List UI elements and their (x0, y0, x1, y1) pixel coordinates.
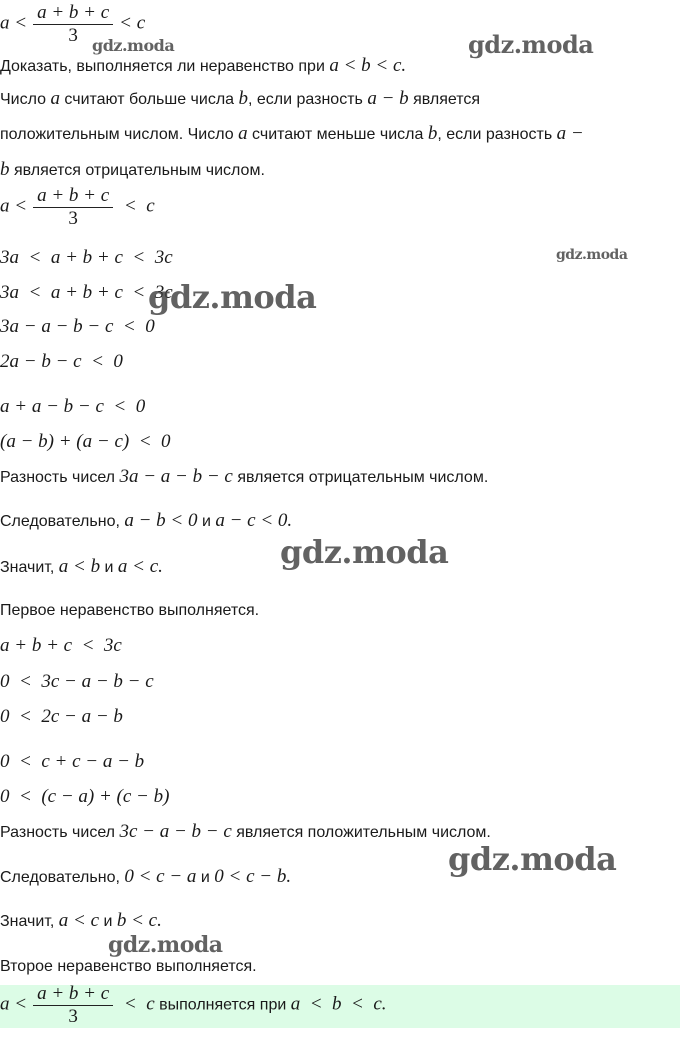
solution-line (0, 636, 122, 657)
solution-line (0, 557, 163, 578)
text-segment: положительным числом. Число (0, 126, 239, 143)
text-segment: Значит, (0, 913, 59, 930)
solution-line (0, 911, 162, 932)
math-expression: 0 < (c − a) + (c − b) (0, 786, 170, 807)
math-expression: 0 < c + c − a − b (0, 751, 145, 772)
solution-line (0, 432, 171, 453)
math-expression: a < (0, 195, 28, 217)
solution-line (0, 397, 145, 418)
solution-line (0, 707, 123, 728)
solution-line (0, 983, 387, 1028)
math-expression: a < c (58, 910, 100, 931)
text-segment: Доказать, выполняется ли неравенство при (0, 58, 330, 75)
solution-line (0, 511, 292, 532)
solution-line (0, 56, 406, 77)
math-expression: a < (0, 993, 28, 1015)
solution-line (0, 787, 169, 808)
text-segment: является (408, 91, 481, 108)
watermark-logo: gdz.moda (92, 36, 175, 55)
solution-line (0, 352, 123, 373)
text-segment: считают больше числа (59, 91, 239, 108)
text-segment: считают меньше числа (247, 126, 428, 143)
math-expression: a (50, 88, 60, 109)
fraction-numerator: a + b + c (33, 983, 113, 1006)
math-expression: 3c − a − b − c (119, 821, 232, 842)
fraction-denominator: 3 (68, 1006, 78, 1027)
text-segment: выполняется при (154, 996, 291, 1014)
math-expression: 3a < a + b + c < 3c (0, 282, 173, 303)
solution-line (0, 467, 488, 488)
fraction (33, 185, 113, 230)
text-segment: и (100, 559, 118, 576)
watermark-logo: gdz.moda (280, 533, 449, 571)
text-segment: Число (0, 91, 51, 108)
math-expression: < c (119, 12, 146, 34)
solution-line (0, 957, 257, 977)
fraction-numerator: a + b + c (33, 185, 113, 208)
solution-line (0, 248, 173, 269)
math-expression: b < c. (116, 910, 162, 931)
text-segment: является отрицательным числом. (9, 162, 265, 179)
math-expression: 0 < 3c − a − b − c (0, 671, 154, 692)
text-segment: является положительным числом. (231, 824, 491, 841)
math-expression: b (0, 159, 10, 180)
fraction-denominator: 3 (68, 208, 78, 229)
solution-line (0, 89, 480, 110)
math-expression: 0 < 2c − a − b (0, 706, 123, 727)
math-expression: 3a − a − b − c (119, 466, 233, 487)
math-expression: a < (0, 12, 28, 34)
math-expression: b (238, 88, 248, 109)
math-expression: a − b < 0 (124, 510, 198, 531)
watermark-logo: gdz.moda (556, 247, 628, 263)
math-expression: a + b + c < 3c (0, 635, 122, 656)
fraction (33, 983, 113, 1028)
text-segment: Разность чисел (0, 469, 120, 486)
fraction-numerator: a + b + c (33, 2, 113, 25)
math-expression: < c (119, 195, 155, 217)
math-expression: 3a − a − b − c < 0 (0, 316, 155, 337)
text-segment: Первое неравенство выполняется. (0, 602, 260, 619)
math-expression: a < b < c. (290, 993, 387, 1015)
solution-line (0, 185, 155, 230)
text-segment: Следовательно, (0, 869, 125, 886)
watermark-logo: gdz.moda (148, 278, 317, 316)
text-segment: и (197, 513, 216, 530)
math-expression: a < c. (117, 556, 163, 577)
watermark-logo: gdz.moda (108, 932, 223, 958)
math-expression: a + a − b − c < 0 (0, 396, 146, 417)
solution-line (0, 752, 144, 773)
fraction-denominator: 3 (68, 25, 78, 46)
text-segment: Второе неравенство выполняется. (0, 958, 257, 975)
text-segment: , если разность (248, 91, 368, 108)
text-segment: , если разность (437, 126, 557, 143)
text-segment: и (99, 913, 117, 930)
math-expression: a − (556, 123, 584, 144)
text-segment: и (196, 869, 215, 886)
math-expression: 2a − b − c < 0 (0, 351, 123, 372)
math-expression: < c (119, 993, 155, 1015)
solution-line (0, 672, 154, 693)
math-expression: a − c < 0. (215, 510, 293, 531)
solution-line (0, 317, 155, 338)
math-expression: a < b < c. (329, 55, 407, 76)
watermark-logo: gdz.moda (468, 30, 594, 59)
math-expression: a − b (367, 88, 409, 109)
watermark-logo: gdz.moda (448, 840, 617, 878)
math-expression: 0 < c − a (124, 866, 197, 887)
solution-line (0, 283, 173, 304)
solution-line (0, 867, 291, 888)
text-segment: Значит, (0, 559, 59, 576)
solution-line (0, 822, 491, 843)
text-segment: является отрицательным числом. (232, 469, 489, 486)
math-expression: (a − b) + (a − c) < 0 (0, 431, 171, 452)
math-expression: 0 < c − b. (214, 866, 292, 887)
math-expression: 3a < a + b + c < 3c (0, 247, 173, 268)
solution-line (0, 160, 265, 181)
solution-line (0, 124, 584, 145)
text-segment: Разность чисел (0, 824, 120, 841)
math-expression: b (427, 123, 438, 144)
math-expression: a < b (58, 556, 101, 577)
text-segment: Следовательно, (0, 513, 125, 530)
solution-line (0, 601, 259, 621)
math-expression: a (238, 123, 248, 144)
